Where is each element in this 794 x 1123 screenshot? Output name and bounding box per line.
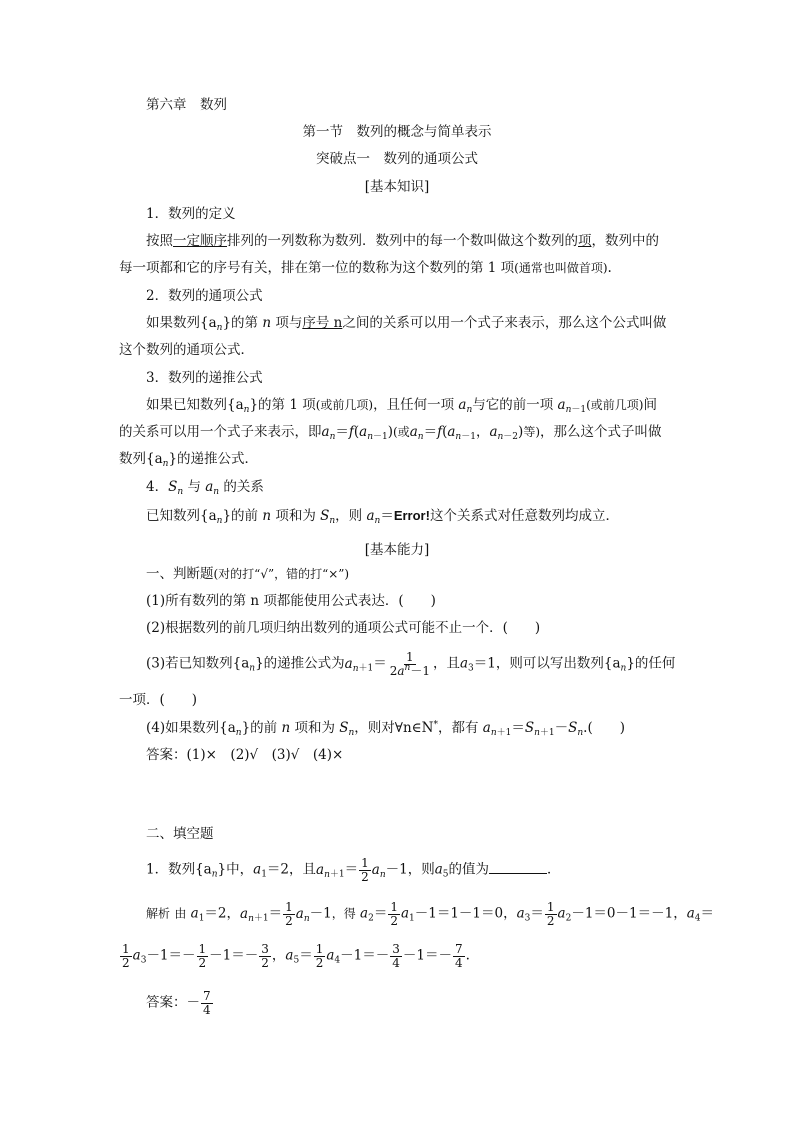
judgement-q1: (1)所有数列的第 n 项都能使用公式表达．( ) — [146, 593, 436, 609]
sum-relation-paragraph: 已知数列$\{a_n\}$的前 n 项和为 $S_n$，则 $a_n=Error$!这个关系式对任意数列均成立． — [146, 508, 619, 526]
general-term-paragraph: 如果数列$\{a_n\}$的第 n 项与序号 n之间的关系可以用一个式子来表示，那么这个公式叫做 — [146, 315, 667, 333]
fill-heading: 二、填空题 — [146, 826, 214, 842]
answer-blank — [489, 861, 547, 874]
judgement-q3-line2: 一项．( ) — [119, 692, 198, 708]
definition-paragraph-line2: 每一项都和它的序号有关，排在第一位的数称为这个数列的第 1 项(通常也叫做首项). — [119, 260, 612, 276]
definition-paragraph: 按照一定顺序排列的一列数称为数列．数列中的每一个数叫做这个数列的项，数列中的 — [146, 233, 659, 249]
section-title: 第一节 数列的概念与简单表示 — [302, 124, 492, 140]
knowledge-heading-4: 4．$S_n$ 与 $a_n$ 的关系 — [146, 479, 264, 497]
basic-knowledge-heading: [基本知识] — [364, 179, 430, 195]
knowledge-heading-3: 3．数列的递推公式 — [146, 370, 263, 386]
knowledge-heading-2: 2．数列的通项公式 — [146, 288, 263, 304]
chapter-title: 第六章 数列 — [146, 97, 227, 113]
general-term-paragraph-line2: 这个数列的通项公式． — [119, 342, 254, 358]
judgement-answer: 答案：(1)× (2)√ (3)√ (4)× — [146, 747, 344, 763]
fill-answer: 答案：－ $\frac{7}{4}$ — [146, 989, 211, 1017]
judgement-q3: (3)若已知数列$\{a_n\}$的递推公式为$a_{n+1}=$ $\frac{1}{2a^n-1}$ ，且$a_3=1$，则可以写出数列$\{a_n\}$的任何 — [146, 650, 676, 678]
judgement-q2: (2)根据数列的前几项归纳出数列的通项公式可能不止一个．( ) — [146, 620, 541, 636]
recursive-paragraph-line2: 的关系可以用一个式子来表示，即$a_n=f(a_{n-1})$(或$a_n=f(a_{n-1}$，$a_{n-2}$)等)，那么这个式子叫做 — [119, 424, 662, 442]
judgement-q4: (4)如果数列$\{a_n\}$的前 n 项和为 $S_n$，则对∀n∈N*，都有 $a_{n+1}=S_{n+1}-S_n$.( ) — [146, 720, 625, 738]
point-title: 突破点一 数列的通项公式 — [316, 151, 478, 167]
fill-q1: 1．数列$\{a_n\}$中，$a_1=2$，且$a_{n+1}=$ $\frac{1}{2}$ $a_n-1$，则$a_5$的值为 ． — [146, 856, 561, 884]
solution-line2: $\frac{1}{2}$ $a_3-1=-$ $\frac{1}{2}$ －1＝－ $\frac{3}{2}$ ，$a_5=$ $\frac{1}{2}$ $a_4-1=-$ $\frac{3}{4}$ －1＝－ $\frac{7}{4}$ . — [122, 942, 470, 970]
solution-line1: 解析 由 $a_1=2$，$a_{n+1}=$ $\frac{1}{2}$ $a_n-1$，得 $a_2=$ $\frac{1}{2}$ $a_1-1=1-1=0$，$a_3=$ $\frac{1}{2}$ $a_2-1=0-1=-1$，$a_4=$ — [146, 900, 714, 928]
recursive-paragraph: 如果已知数列$\{a_n\}$的第 1 项(或前几项)，且任何一项 $a_n$与它的前一项 $a_{n-1}$(或前几项)间 — [146, 397, 657, 415]
knowledge-heading-1: 1．数列的定义 — [146, 206, 236, 222]
recursive-paragraph-line3: 数列$\{a_n\}$的递推公式． — [119, 451, 259, 469]
basic-ability-heading: [基本能力] — [364, 542, 430, 558]
error-placeholder: Error! — [393, 508, 430, 523]
judgement-heading: 一、判断题(对的打“√”，错的打“×”) — [146, 566, 350, 582]
